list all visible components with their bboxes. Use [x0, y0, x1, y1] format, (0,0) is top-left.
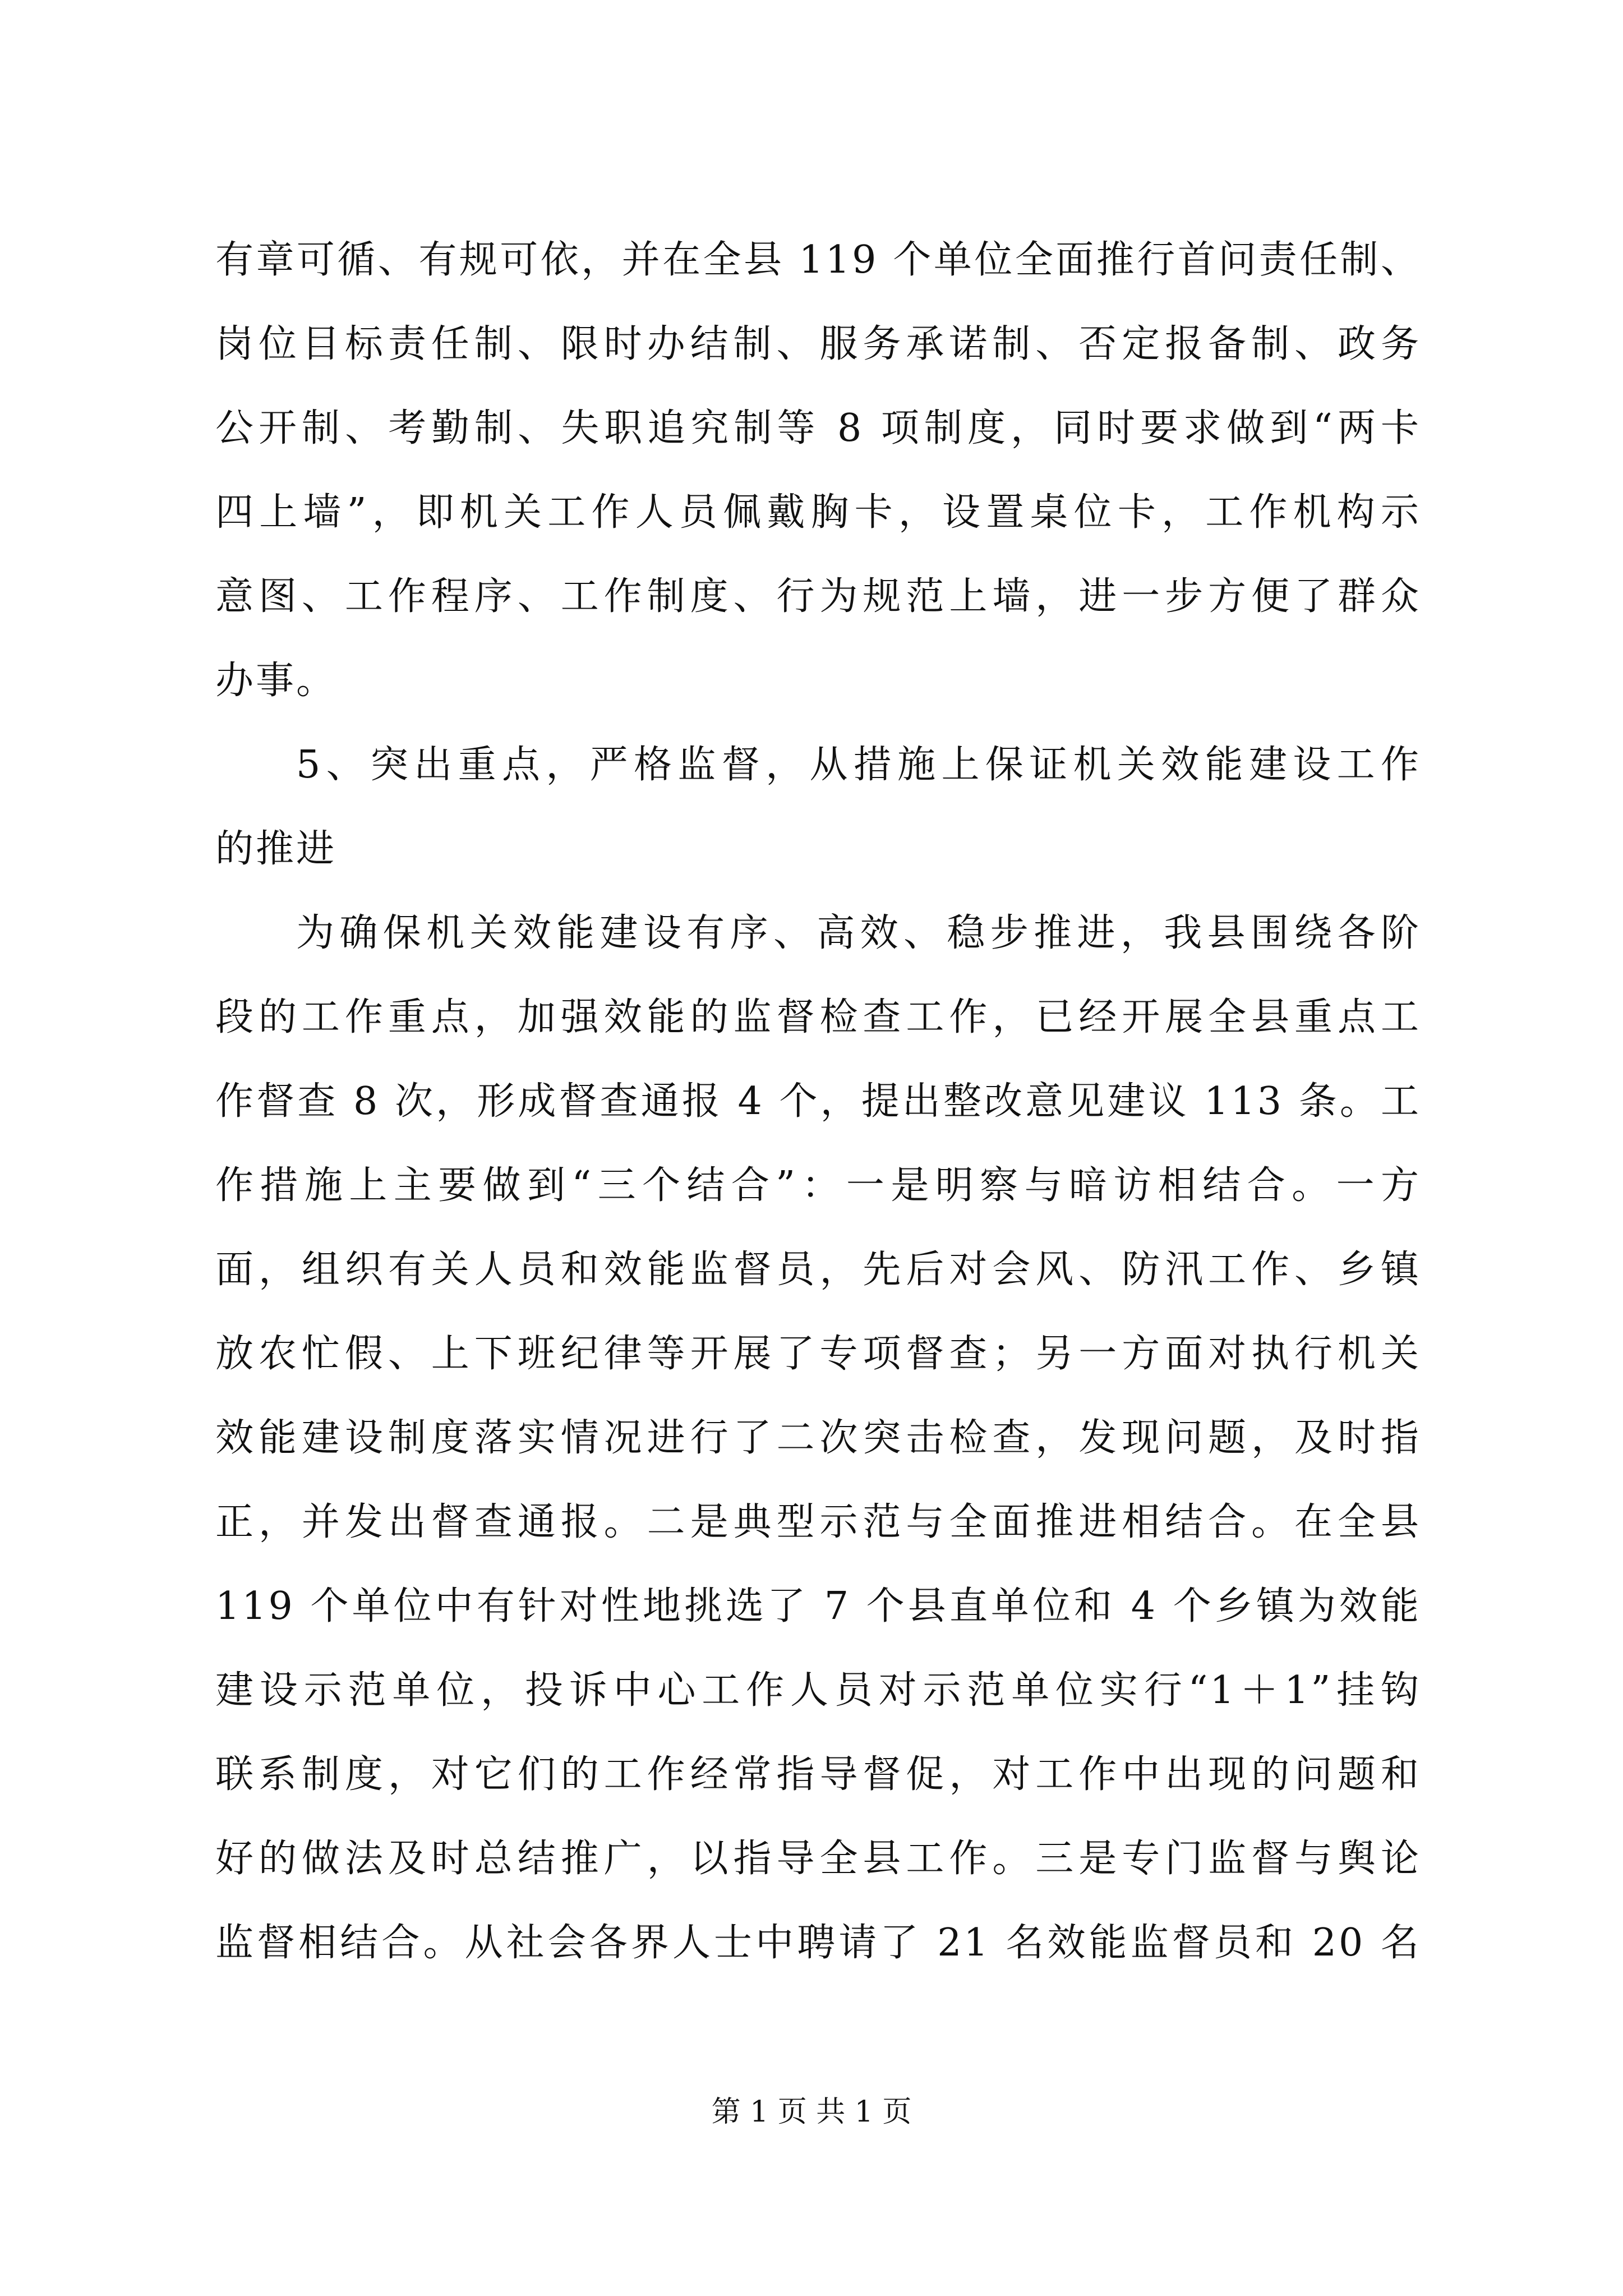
text-line: 效能建设制度落实情况进行了二次突击检查，发现问题，及时指: [215, 1416, 1421, 1460]
text-line: 119 个单位中有针对性地挑选了 7 个县直单位和 4 个乡镇为效能: [215, 1584, 1421, 1628]
text-line: 为确保机关效能建设有序、高效、稳步推进，我县围绕各阶: [296, 911, 1421, 955]
text-line: 面，组织有关人员和效能监督员，先后对会风、防汛工作、乡镇: [215, 1248, 1421, 1292]
text-line: 岗位目标责任制、限时办结制、服务承诺制、否定报备制、政务: [215, 322, 1421, 366]
text-line: 建设示范单位，投诉中心工作人员对示范单位实行“1＋1”挂钩: [215, 1668, 1421, 1713]
section-heading-line: 的推进: [215, 827, 337, 871]
text-line: 放农忙假、上下班纪律等开展了专项督查；另一方面对执行机关: [215, 1332, 1421, 1376]
text-line: 监督相结合。从社会各界人士中聘请了 21 名效能监督员和 20 名: [215, 1921, 1421, 1965]
text-line: 有章可循、有规可依，并在全县 119 个单位全面推行首问责任制、: [215, 238, 1421, 282]
text-line: 意图、工作程序、工作制度、行为规范上墙，进一步方便了群众: [215, 574, 1421, 619]
text-line: 好的做法及时总结推广，以指导全县工作。三是专门监督与舆论: [215, 1837, 1421, 1881]
text-line: 办事。: [215, 659, 337, 703]
text-line: 正，并发出督查通报。二是典型示范与全面推进相结合。在全县: [215, 1500, 1421, 1544]
text-line: 联系制度，对它们的工作经常指导督促，对工作中出现的问题和: [215, 1752, 1421, 1797]
section-heading-line: 5、突出重点，严格监督，从措施上保证机关效能建设工作: [296, 743, 1421, 787]
text-line: 作措施上主要做到“三个结合”：一是明察与暗访相结合。一方: [215, 1163, 1421, 1208]
page-footer: 第 1 页 共 1 页: [711, 2095, 912, 2129]
text-line: 公开制、考勤制、失职追究制等 8 项制度，同时要求做到“两卡: [215, 406, 1421, 450]
text-line: 四上墙”，即机关工作人员佩戴胸卡，设置桌位卡，工作机构示: [215, 490, 1421, 535]
text-line: 作督查 8 次，形成督查通报 4 个，提出整改意见建议 113 条。工: [215, 1079, 1421, 1124]
text-line: 段的工作重点，加强效能的监督检查工作，已经开展全县重点工: [215, 995, 1421, 1039]
